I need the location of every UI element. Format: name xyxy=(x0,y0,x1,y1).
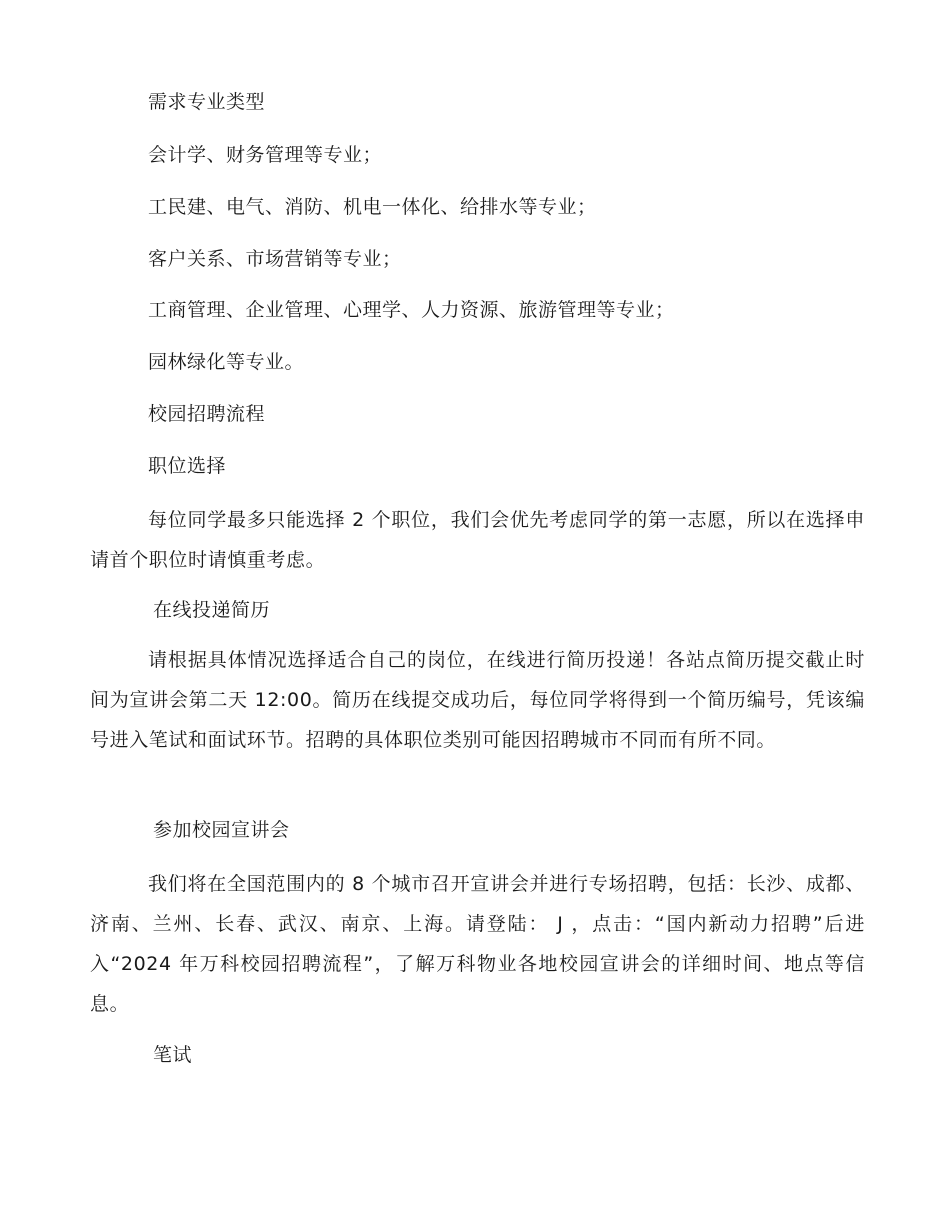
position-heading: 职位选择 xyxy=(148,455,227,477)
exam-heading: 笔试 xyxy=(153,1044,193,1066)
major-item-management: 工商管理、企业管理、心理学、人力资源、旅游管理等专业； xyxy=(148,299,675,321)
process-heading: 校园招聘流程 xyxy=(148,403,266,425)
major-item-marketing: 客户关系、市场营销等专业； xyxy=(148,248,402,270)
major-item-landscaping: 园林绿化等专业。 xyxy=(148,351,305,373)
position-paragraph: 每位同学最多只能选择 2 个职位，我们会优先考虑同学的第一志愿，所以在选择申请首个职位时请慎重考虑。 xyxy=(90,509,865,571)
seminar-heading: 参加校园宣讲会 xyxy=(153,819,290,841)
resume-paragraph: 请根据具体情况选择适合自己的岗位，在线进行简历投递！各站点简历提交截止时间为宣讲会第二天 12:00。简历在线提交成功后，每位同学将得到一个简历编号，凭该编号进入笔试和面试环节。招聘的具体职位类别可能因招聘城市不同而有所不同。 xyxy=(90,649,865,751)
seminar-paragraph: 我们将在全国范围内的 8 个城市召开宣讲会并进行专场招聘，包括：长沙、成都、济南、兰州、长春、武汉、南京、上海。请登陆： J ，点击：“国内新动力招聘”后进入“2024 年万科校园招聘流程”，了解万科物业各地校园宣讲会的详细时间、地点等信息。 xyxy=(90,873,865,1015)
resume-heading: 在线投递简历 xyxy=(153,599,271,621)
major-item-engineering: 工民建、电气、消防、机电一体化、给排水等专业； xyxy=(148,196,597,218)
major-item-accounting: 会计学、财务管理等专业； xyxy=(148,144,383,166)
majors-heading: 需求专业类型 xyxy=(148,91,266,113)
